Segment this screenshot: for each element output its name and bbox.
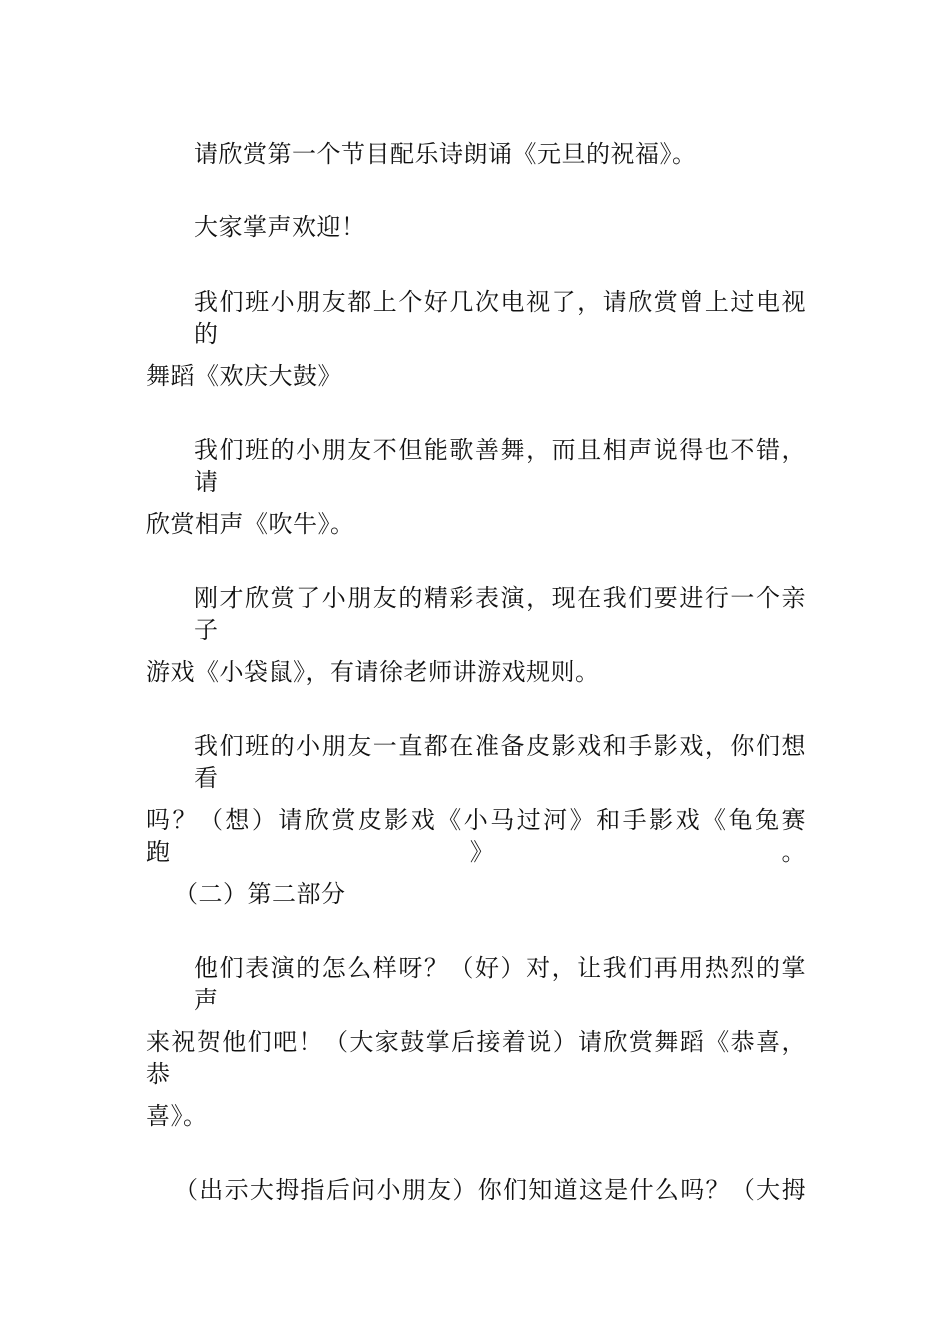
paragraph-line: 游戏《小袋鼠》，有请徐老师讲游戏规则。 bbox=[146, 658, 600, 686]
paragraph-line: 他们表演的怎么样呀？（好）对，让我们再用热烈的掌声 bbox=[194, 954, 806, 1014]
paragraph-line: 大家掌声欢迎！ bbox=[194, 213, 366, 241]
paragraph-line: 请欣赏第一个节目配乐诗朗诵《元旦的祝福》。 bbox=[194, 140, 697, 168]
paragraph-line: 我们班的小朋友不但能歌善舞，而且相声说得也不错，请 bbox=[194, 436, 806, 496]
paragraph-line: 欣赏相声《吹牛》。 bbox=[146, 510, 355, 538]
paragraph-line: 我们班小朋友都上个好几次电视了，请欣赏曾上过电视的 bbox=[194, 288, 806, 348]
paragraph-line: 喜》。 bbox=[146, 1102, 208, 1130]
section-heading: （二）第二部分 bbox=[174, 880, 346, 908]
paragraph-line: （出示大拇指后问小朋友）你们知道这是什么吗？（大拇 bbox=[174, 1176, 806, 1204]
paragraph-line: 我们班的小朋友一直都在准备皮影戏和手影戏，你们想看 bbox=[194, 732, 806, 792]
paragraph-line: 舞蹈《欢庆大鼓》 bbox=[146, 362, 342, 390]
paragraph-line: 刚才欣赏了小朋友的精彩表演，现在我们要进行一个亲子 bbox=[194, 584, 806, 644]
paragraph-line: 来祝贺他们吧！（大家鼓掌后接着说）请欣赏舞蹈《恭喜，恭 bbox=[146, 1028, 806, 1088]
paragraph-line: 吗？（想）请欣赏皮影戏《小马过河》和手影戏《龟兔赛跑》。 bbox=[146, 806, 806, 866]
